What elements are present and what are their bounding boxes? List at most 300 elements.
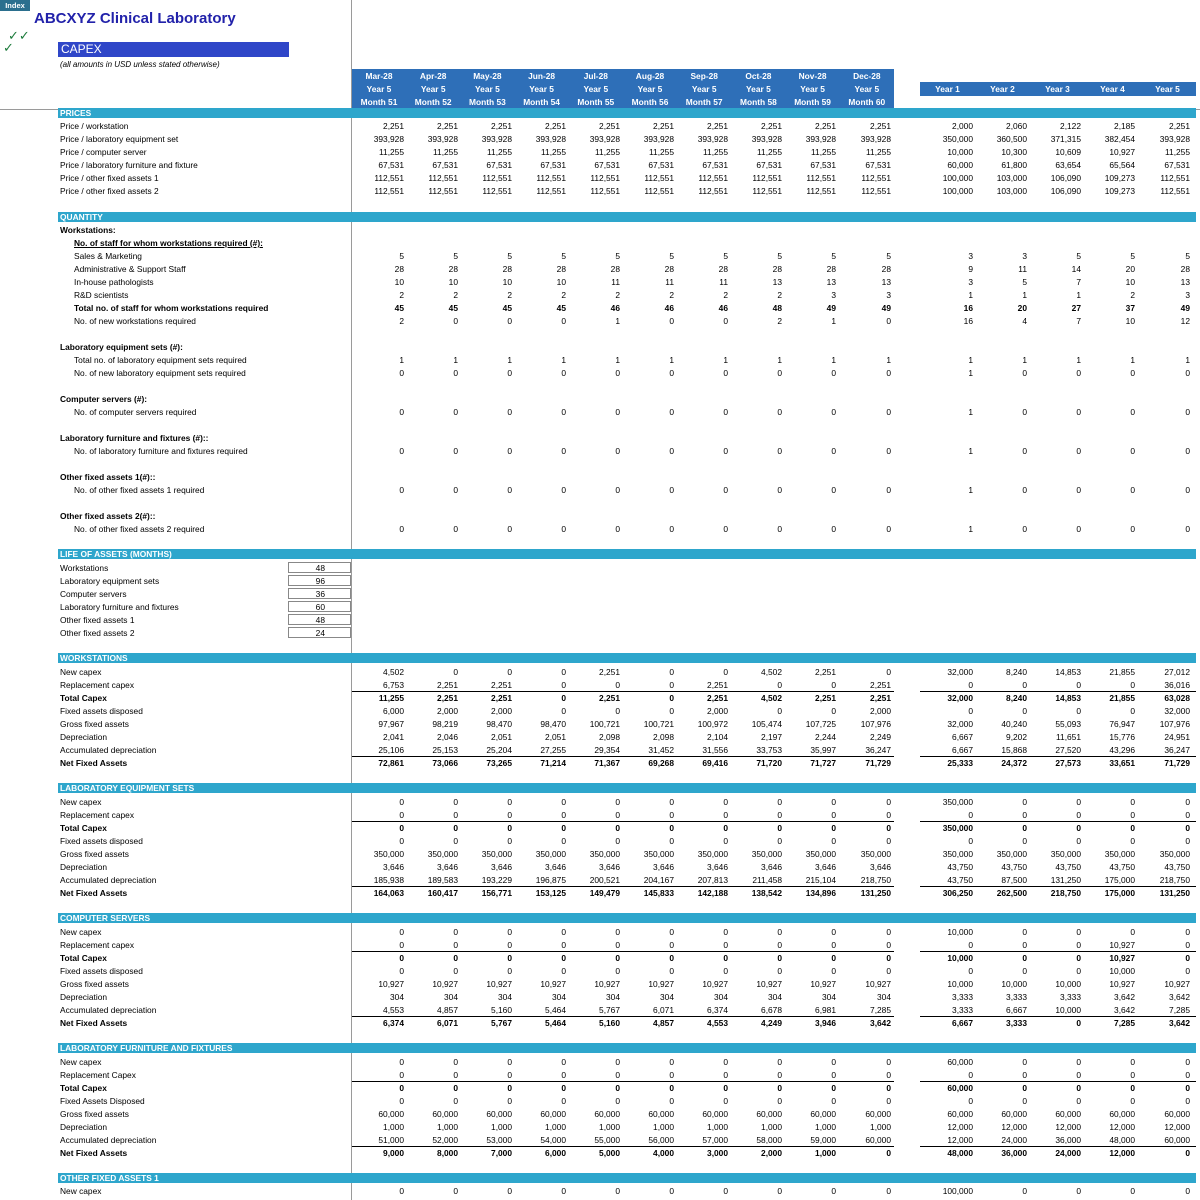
month-value-cell[interactable]: 60,000 bbox=[810, 1109, 836, 1119]
year-value-cell[interactable]: 0 bbox=[1022, 407, 1027, 417]
year-value-cell[interactable]: 87,500 bbox=[1001, 875, 1027, 885]
month-value-cell[interactable]: 5 bbox=[453, 251, 458, 261]
month-value-cell[interactable]: 11 bbox=[611, 277, 620, 287]
year-value-cell[interactable]: 0 bbox=[1076, 940, 1081, 950]
month-value-cell[interactable]: 69,416 bbox=[702, 758, 728, 768]
month-value-cell[interactable]: 0 bbox=[399, 836, 404, 846]
year-value-cell[interactable]: 0 bbox=[1076, 1070, 1081, 1080]
year-value-cell[interactable]: 0 bbox=[1185, 1186, 1190, 1196]
month-value-cell[interactable]: 4,000 bbox=[653, 1148, 674, 1158]
year-value-cell[interactable]: 36,000 bbox=[1001, 1148, 1027, 1158]
month-value-cell[interactable]: 0 bbox=[399, 446, 404, 456]
month-value-cell[interactable]: 5 bbox=[561, 251, 566, 261]
month-value-cell[interactable]: 0 bbox=[723, 797, 728, 807]
month-value-cell[interactable]: 0 bbox=[669, 953, 674, 963]
year-value-cell[interactable]: 10,000 bbox=[947, 147, 973, 157]
month-value-cell[interactable]: 7,000 bbox=[491, 1148, 512, 1158]
month-value-cell[interactable]: 204,167 bbox=[643, 875, 674, 885]
month-value-cell[interactable]: 10,927 bbox=[540, 979, 566, 989]
year-value-cell[interactable]: 9,202 bbox=[1006, 732, 1027, 742]
month-value-cell[interactable]: 0 bbox=[453, 966, 458, 976]
month-value-cell[interactable]: 0 bbox=[831, 823, 836, 833]
month-value-cell[interactable]: 71,729 bbox=[865, 758, 891, 768]
year-value-cell[interactable]: 1 bbox=[968, 485, 973, 495]
month-value-cell[interactable]: 112,551 bbox=[698, 173, 728, 183]
month-value-cell[interactable]: 0 bbox=[507, 485, 512, 495]
month-value-cell[interactable]: 3,642 bbox=[870, 1018, 891, 1028]
month-value-cell[interactable]: 164,063 bbox=[373, 888, 404, 898]
year-value-cell[interactable]: 40,240 bbox=[1001, 719, 1027, 729]
month-value-cell[interactable]: 3,646 bbox=[707, 862, 728, 872]
year-value-cell[interactable]: 0 bbox=[1022, 1186, 1027, 1196]
month-value-cell[interactable]: 4,857 bbox=[437, 1005, 458, 1015]
month-value-cell[interactable]: 10,927 bbox=[594, 979, 620, 989]
month-value-cell[interactable]: 215,104 bbox=[805, 875, 836, 885]
year-value-cell[interactable]: 0 bbox=[1076, 966, 1081, 976]
month-value-cell[interactable]: 49 bbox=[881, 303, 891, 313]
month-value-cell[interactable]: 350,000 bbox=[373, 849, 404, 859]
year-value-cell[interactable]: 27,520 bbox=[1055, 745, 1081, 755]
month-value-cell[interactable]: 0 bbox=[669, 836, 674, 846]
month-value-cell[interactable]: 28 bbox=[394, 264, 404, 274]
month-value-cell[interactable]: 0 bbox=[831, 706, 836, 716]
month-value-cell[interactable]: 0 bbox=[615, 797, 620, 807]
month-value-cell[interactable]: 112,551 bbox=[428, 173, 458, 183]
month-value-cell[interactable]: 304 bbox=[444, 992, 458, 1002]
month-value-cell[interactable]: 2 bbox=[669, 290, 674, 300]
year-value-cell[interactable]: 60,000 bbox=[1055, 1109, 1081, 1119]
month-value-cell[interactable]: 11,255 bbox=[866, 147, 891, 157]
month-value-cell[interactable]: 100,972 bbox=[697, 719, 728, 729]
month-value-cell[interactable]: 0 bbox=[453, 940, 458, 950]
year-value-cell[interactable]: 175,000 bbox=[1104, 875, 1135, 885]
month-value-cell[interactable]: 0 bbox=[453, 485, 458, 495]
year-value-cell[interactable]: 24,000 bbox=[1001, 1135, 1027, 1145]
month-value-cell[interactable]: 0 bbox=[777, 680, 782, 690]
month-value-cell[interactable]: 28 bbox=[772, 264, 782, 274]
month-value-cell[interactable]: 11,255 bbox=[703, 147, 728, 157]
month-value-cell[interactable]: 2,098 bbox=[653, 732, 674, 742]
year-value-cell[interactable]: 1 bbox=[1022, 355, 1027, 365]
year-value-cell[interactable]: 2,122 bbox=[1060, 121, 1081, 131]
year-value-cell[interactable]: 0 bbox=[1185, 524, 1190, 534]
year-value-cell[interactable]: 0 bbox=[1022, 966, 1027, 976]
month-value-cell[interactable]: 0 bbox=[777, 706, 782, 716]
year-value-cell[interactable]: 6,667 bbox=[952, 732, 973, 742]
year-value-cell[interactable]: 5 bbox=[1130, 251, 1135, 261]
month-value-cell[interactable]: 0 bbox=[453, 1083, 458, 1093]
month-value-cell[interactable]: 48 bbox=[772, 303, 782, 313]
month-value-cell[interactable]: 3,946 bbox=[815, 1018, 836, 1028]
month-value-cell[interactable]: 1 bbox=[831, 355, 836, 365]
month-value-cell[interactable]: 1,000 bbox=[383, 1122, 404, 1132]
month-value-cell[interactable]: 3,646 bbox=[491, 862, 512, 872]
month-value-cell[interactable]: 5 bbox=[669, 251, 674, 261]
month-value-cell[interactable]: 393,928 bbox=[481, 134, 512, 144]
year-value-cell[interactable]: 1 bbox=[1185, 355, 1190, 365]
year-value-cell[interactable]: 0 bbox=[1185, 407, 1190, 417]
month-value-cell[interactable]: 53,000 bbox=[486, 1135, 512, 1145]
year-value-cell[interactable]: 10,927 bbox=[1109, 940, 1135, 950]
month-value-cell[interactable]: 350,000 bbox=[751, 849, 782, 859]
month-value-cell[interactable]: 45 bbox=[394, 303, 404, 313]
year-value-cell[interactable]: 32,000 bbox=[947, 667, 973, 677]
year-value-cell[interactable]: 0 bbox=[1185, 1057, 1190, 1067]
month-value-cell[interactable]: 112,551 bbox=[806, 173, 836, 183]
year-value-cell[interactable]: 0 bbox=[1076, 706, 1081, 716]
month-value-cell[interactable]: 112,551 bbox=[482, 173, 512, 183]
asset-life-input[interactable]: 48 bbox=[288, 562, 351, 573]
month-value-cell[interactable]: 200,521 bbox=[589, 875, 620, 885]
month-value-cell[interactable]: 1 bbox=[777, 355, 782, 365]
month-value-cell[interactable]: 0 bbox=[723, 1186, 728, 1196]
month-value-cell[interactable]: 46 bbox=[664, 303, 674, 313]
year-value-cell[interactable]: 5 bbox=[1185, 251, 1190, 261]
month-value-cell[interactable]: 28 bbox=[610, 264, 620, 274]
month-value-cell[interactable]: 0 bbox=[723, 316, 728, 326]
month-value-cell[interactable]: 189,583 bbox=[427, 875, 458, 885]
month-value-cell[interactable]: 3,646 bbox=[653, 862, 674, 872]
month-value-cell[interactable]: 0 bbox=[615, 485, 620, 495]
month-value-cell[interactable]: 0 bbox=[723, 1070, 728, 1080]
year-value-cell[interactable]: 7 bbox=[1076, 316, 1081, 326]
month-value-cell[interactable]: 0 bbox=[777, 1070, 782, 1080]
year-value-cell[interactable]: 10,609 bbox=[1055, 147, 1081, 157]
month-value-cell[interactable]: 0 bbox=[886, 966, 891, 976]
month-value-cell[interactable]: 5,464 bbox=[545, 1005, 566, 1015]
month-value-cell[interactable]: 107,725 bbox=[805, 719, 836, 729]
month-value-cell[interactable]: 0 bbox=[777, 836, 782, 846]
month-value-cell[interactable]: 8,000 bbox=[437, 1148, 458, 1158]
month-value-cell[interactable]: 112,551 bbox=[752, 186, 782, 196]
year-value-cell[interactable]: 350,000 bbox=[996, 849, 1027, 859]
month-value-cell[interactable]: 2,251 bbox=[491, 121, 512, 131]
year-value-cell[interactable]: 10,000 bbox=[947, 979, 973, 989]
month-value-cell[interactable]: 0 bbox=[453, 836, 458, 846]
year-value-cell[interactable]: 100,000 bbox=[942, 173, 973, 183]
month-value-cell[interactable]: 33,753 bbox=[756, 745, 782, 755]
year-value-cell[interactable]: 106,090 bbox=[1050, 186, 1081, 196]
month-value-cell[interactable]: 2 bbox=[561, 290, 566, 300]
month-value-cell[interactable]: 5 bbox=[831, 251, 836, 261]
year-value-cell[interactable]: 12,000 bbox=[1001, 1122, 1027, 1132]
month-value-cell[interactable]: 71,367 bbox=[594, 758, 620, 768]
month-value-cell[interactable]: 0 bbox=[831, 446, 836, 456]
month-value-cell[interactable]: 9,000 bbox=[383, 1148, 404, 1158]
year-value-cell[interactable]: 0 bbox=[1076, 953, 1081, 963]
year-value-cell[interactable]: 43,750 bbox=[947, 862, 973, 872]
month-value-cell[interactable]: 0 bbox=[831, 966, 836, 976]
month-value-cell[interactable]: 67,531 bbox=[432, 160, 458, 170]
year-value-cell[interactable]: 103,000 bbox=[996, 173, 1027, 183]
month-value-cell[interactable]: 2,041 bbox=[383, 732, 404, 742]
year-value-cell[interactable]: 0 bbox=[1022, 446, 1027, 456]
year-value-cell[interactable]: 0 bbox=[1076, 1057, 1081, 1067]
year-value-cell[interactable]: 0 bbox=[1076, 407, 1081, 417]
month-value-cell[interactable]: 11,255 bbox=[541, 147, 566, 157]
month-value-cell[interactable]: 0 bbox=[561, 316, 566, 326]
month-value-cell[interactable]: 0 bbox=[777, 966, 782, 976]
month-value-cell[interactable]: 60,000 bbox=[486, 1109, 512, 1119]
month-value-cell[interactable]: 0 bbox=[723, 446, 728, 456]
month-value-cell[interactable]: 112,551 bbox=[536, 173, 566, 183]
year-value-cell[interactable]: 60,000 bbox=[1109, 1109, 1135, 1119]
month-value-cell[interactable]: 0 bbox=[669, 810, 674, 820]
month-value-cell[interactable]: 393,928 bbox=[373, 134, 404, 144]
month-value-cell[interactable]: 10 bbox=[502, 277, 512, 287]
month-value-cell[interactable]: 112,551 bbox=[374, 186, 404, 196]
month-value-cell[interactable]: 31,556 bbox=[702, 745, 728, 755]
year-value-cell[interactable]: 0 bbox=[1130, 810, 1135, 820]
month-value-cell[interactable]: 0 bbox=[669, 446, 674, 456]
month-value-cell[interactable]: 67,531 bbox=[540, 160, 566, 170]
month-value-cell[interactable]: 0 bbox=[831, 485, 836, 495]
month-value-cell[interactable]: 0 bbox=[561, 1070, 566, 1080]
year-value-cell[interactable]: 0 bbox=[1022, 953, 1027, 963]
month-value-cell[interactable]: 2,251 bbox=[870, 680, 891, 690]
index-button[interactable]: Index bbox=[0, 0, 30, 11]
month-value-cell[interactable]: 60,000 bbox=[865, 1135, 891, 1145]
year-value-cell[interactable]: 350,000 bbox=[942, 134, 973, 144]
month-value-cell[interactable]: 100,721 bbox=[589, 719, 620, 729]
year-value-cell[interactable]: 0 bbox=[1022, 1057, 1027, 1067]
month-value-cell[interactable]: 10,927 bbox=[486, 979, 512, 989]
month-value-cell[interactable]: 0 bbox=[453, 1057, 458, 1067]
year-value-cell[interactable]: 0 bbox=[1076, 680, 1081, 690]
year-value-cell[interactable]: 63,028 bbox=[1164, 693, 1190, 703]
month-value-cell[interactable]: 0 bbox=[886, 446, 891, 456]
month-value-cell[interactable]: 0 bbox=[831, 680, 836, 690]
month-value-cell[interactable]: 11,255 bbox=[811, 147, 836, 157]
month-value-cell[interactable]: 0 bbox=[777, 485, 782, 495]
month-value-cell[interactable]: 0 bbox=[886, 407, 891, 417]
year-value-cell[interactable]: 0 bbox=[1076, 446, 1081, 456]
month-value-cell[interactable]: 0 bbox=[453, 446, 458, 456]
month-value-cell[interactable]: 1 bbox=[723, 355, 728, 365]
year-value-cell[interactable]: 0 bbox=[968, 1096, 973, 1106]
year-value-cell[interactable]: 1 bbox=[1076, 290, 1081, 300]
month-value-cell[interactable]: 0 bbox=[399, 966, 404, 976]
year-value-cell[interactable]: 11,651 bbox=[1056, 732, 1081, 742]
month-value-cell[interactable]: 0 bbox=[615, 680, 620, 690]
month-value-cell[interactable]: 304 bbox=[606, 992, 620, 1002]
year-value-cell[interactable]: 3,333 bbox=[952, 992, 973, 1002]
year-value-cell[interactable]: 0 bbox=[968, 836, 973, 846]
year-value-cell[interactable]: 67,531 bbox=[1164, 160, 1190, 170]
month-value-cell[interactable]: 0 bbox=[453, 1186, 458, 1196]
year-value-cell[interactable]: 32,000 bbox=[947, 693, 973, 703]
month-value-cell[interactable]: 2,046 bbox=[437, 732, 458, 742]
month-value-cell[interactable]: 5,464 bbox=[545, 1018, 566, 1028]
month-value-cell[interactable]: 0 bbox=[615, 706, 620, 716]
month-value-cell[interactable]: 0 bbox=[507, 810, 512, 820]
month-value-cell[interactable]: 31,452 bbox=[648, 745, 674, 755]
month-value-cell[interactable]: 0 bbox=[453, 407, 458, 417]
month-value-cell[interactable]: 1 bbox=[669, 355, 674, 365]
year-value-cell[interactable]: 3,642 bbox=[1114, 1005, 1135, 1015]
month-value-cell[interactable]: 0 bbox=[831, 524, 836, 534]
month-value-cell[interactable]: 2 bbox=[453, 290, 458, 300]
month-value-cell[interactable]: 3,646 bbox=[545, 862, 566, 872]
year-value-cell[interactable]: 10,000 bbox=[947, 927, 973, 937]
month-value-cell[interactable]: 304 bbox=[660, 992, 674, 1002]
year-value-cell[interactable]: 0 bbox=[1022, 1070, 1027, 1080]
year-value-cell[interactable]: 21,855 bbox=[1109, 693, 1135, 703]
month-value-cell[interactable]: 0 bbox=[561, 680, 566, 690]
year-value-cell[interactable]: 350,000 bbox=[1050, 849, 1081, 859]
month-value-cell[interactable]: 35,997 bbox=[810, 745, 836, 755]
month-value-cell[interactable]: 2,244 bbox=[815, 732, 836, 742]
year-value-cell[interactable]: 10,927 bbox=[1109, 979, 1135, 989]
year-value-cell[interactable]: 0 bbox=[1185, 1096, 1190, 1106]
year-value-cell[interactable]: 5 bbox=[1076, 251, 1081, 261]
year-value-cell[interactable]: 16 bbox=[963, 316, 973, 326]
year-value-cell[interactable]: 28 bbox=[1180, 264, 1190, 274]
year-value-cell[interactable]: 65,564 bbox=[1109, 160, 1135, 170]
month-value-cell[interactable]: 0 bbox=[669, 823, 674, 833]
month-value-cell[interactable]: 0 bbox=[561, 706, 566, 716]
month-value-cell[interactable]: 0 bbox=[723, 524, 728, 534]
month-value-cell[interactable]: 0 bbox=[669, 797, 674, 807]
year-value-cell[interactable]: 0 bbox=[1130, 706, 1135, 716]
month-value-cell[interactable]: 0 bbox=[886, 1186, 891, 1196]
year-value-cell[interactable]: 1 bbox=[1022, 290, 1027, 300]
month-value-cell[interactable]: 5 bbox=[615, 251, 620, 261]
year-value-cell[interactable]: 218,750 bbox=[1050, 888, 1081, 898]
month-value-cell[interactable]: 6,071 bbox=[653, 1005, 674, 1015]
month-value-cell[interactable]: 10,927 bbox=[432, 979, 458, 989]
month-value-cell[interactable]: 112,551 bbox=[752, 173, 782, 183]
month-value-cell[interactable]: 0 bbox=[831, 368, 836, 378]
month-value-cell[interactable]: 2 bbox=[777, 316, 782, 326]
year-value-cell[interactable]: 0 bbox=[1076, 1083, 1081, 1093]
year-value-cell[interactable]: 32,000 bbox=[947, 719, 973, 729]
month-value-cell[interactable]: 0 bbox=[399, 1096, 404, 1106]
year-value-cell[interactable]: 0 bbox=[1022, 927, 1027, 937]
month-value-cell[interactable]: 2 bbox=[723, 290, 728, 300]
month-value-cell[interactable]: 1 bbox=[615, 355, 620, 365]
year-value-cell[interactable]: 1 bbox=[1076, 355, 1081, 365]
month-value-cell[interactable]: 0 bbox=[507, 407, 512, 417]
month-value-cell[interactable]: 0 bbox=[453, 823, 458, 833]
month-value-cell[interactable]: 1,000 bbox=[815, 1148, 836, 1158]
month-value-cell[interactable]: 60,000 bbox=[540, 1109, 566, 1119]
year-value-cell[interactable]: 60,000 bbox=[947, 160, 973, 170]
month-value-cell[interactable]: 112,551 bbox=[536, 186, 566, 196]
month-value-cell[interactable]: 2 bbox=[399, 290, 404, 300]
month-value-cell[interactable]: 142,188 bbox=[697, 888, 728, 898]
month-value-cell[interactable]: 6,000 bbox=[383, 706, 404, 716]
month-value-cell[interactable]: 112,551 bbox=[428, 186, 458, 196]
year-value-cell[interactable]: 60,000 bbox=[947, 1109, 973, 1119]
year-value-cell[interactable]: 33,651 bbox=[1109, 758, 1135, 768]
year-value-cell[interactable]: 0 bbox=[1022, 1083, 1027, 1093]
year-value-cell[interactable]: 0 bbox=[1130, 1070, 1135, 1080]
year-value-cell[interactable]: 48,000 bbox=[1109, 1135, 1135, 1145]
year-value-cell[interactable]: 306,250 bbox=[942, 888, 973, 898]
year-value-cell[interactable]: 12,000 bbox=[947, 1135, 973, 1145]
month-value-cell[interactable]: 0 bbox=[886, 1083, 891, 1093]
month-value-cell[interactable]: 0 bbox=[777, 940, 782, 950]
month-value-cell[interactable]: 67,531 bbox=[702, 160, 728, 170]
month-value-cell[interactable]: 67,531 bbox=[810, 160, 836, 170]
year-value-cell[interactable]: 43,750 bbox=[1109, 862, 1135, 872]
month-value-cell[interactable]: 0 bbox=[453, 667, 458, 677]
month-value-cell[interactable]: 0 bbox=[561, 1186, 566, 1196]
month-value-cell[interactable]: 0 bbox=[777, 524, 782, 534]
month-value-cell[interactable]: 2,251 bbox=[815, 693, 836, 703]
year-value-cell[interactable]: 0 bbox=[1130, 1057, 1135, 1067]
year-value-cell[interactable]: 12,000 bbox=[1109, 1122, 1135, 1132]
year-value-cell[interactable]: 0 bbox=[1076, 1186, 1081, 1196]
month-value-cell[interactable]: 350,000 bbox=[481, 849, 512, 859]
month-value-cell[interactable]: 350,000 bbox=[589, 849, 620, 859]
year-value-cell[interactable]: 0 bbox=[1022, 940, 1027, 950]
year-value-cell[interactable]: 109,273 bbox=[1104, 186, 1135, 196]
month-value-cell[interactable]: 0 bbox=[723, 1057, 728, 1067]
month-value-cell[interactable]: 2,251 bbox=[815, 121, 836, 131]
month-value-cell[interactable]: 2,251 bbox=[599, 667, 620, 677]
month-value-cell[interactable]: 0 bbox=[561, 940, 566, 950]
month-value-cell[interactable]: 0 bbox=[669, 693, 674, 703]
month-value-cell[interactable]: 0 bbox=[561, 1083, 566, 1093]
month-value-cell[interactable]: 0 bbox=[886, 368, 891, 378]
year-value-cell[interactable]: 0 bbox=[1076, 836, 1081, 846]
year-value-cell[interactable]: 262,500 bbox=[996, 888, 1027, 898]
month-value-cell[interactable]: 73,265 bbox=[486, 758, 512, 768]
month-value-cell[interactable]: 2,000 bbox=[870, 706, 891, 716]
month-value-cell[interactable]: 0 bbox=[723, 940, 728, 950]
month-value-cell[interactable]: 0 bbox=[561, 667, 566, 677]
year-value-cell[interactable]: 0 bbox=[1185, 446, 1190, 456]
year-value-cell[interactable]: 0 bbox=[1130, 368, 1135, 378]
month-value-cell[interactable]: 5 bbox=[777, 251, 782, 261]
year-value-cell[interactable]: 100,000 bbox=[942, 186, 973, 196]
year-value-cell[interactable]: 0 bbox=[1130, 485, 1135, 495]
month-value-cell[interactable]: 46 bbox=[718, 303, 728, 313]
month-value-cell[interactable]: 4,502 bbox=[761, 693, 782, 703]
year-value-cell[interactable]: 0 bbox=[1130, 927, 1135, 937]
year-value-cell[interactable]: 0 bbox=[1130, 836, 1135, 846]
year-value-cell[interactable]: 0 bbox=[1022, 797, 1027, 807]
month-value-cell[interactable]: 0 bbox=[453, 810, 458, 820]
month-value-cell[interactable]: 193,229 bbox=[481, 875, 512, 885]
year-value-cell[interactable]: 60,000 bbox=[947, 1057, 973, 1067]
year-value-cell[interactable]: 6,667 bbox=[1006, 1005, 1027, 1015]
year-value-cell[interactable]: 60,000 bbox=[947, 1083, 973, 1093]
year-value-cell[interactable]: 360,500 bbox=[996, 134, 1027, 144]
month-value-cell[interactable]: 5,767 bbox=[599, 1005, 620, 1015]
year-value-cell[interactable]: 0 bbox=[1022, 368, 1027, 378]
year-value-cell[interactable]: 49 bbox=[1180, 303, 1190, 313]
year-value-cell[interactable]: 2,000 bbox=[952, 121, 973, 131]
year-value-cell[interactable]: 21,855 bbox=[1109, 667, 1135, 677]
month-value-cell[interactable]: 0 bbox=[723, 810, 728, 820]
month-value-cell[interactable]: 149,479 bbox=[589, 888, 620, 898]
month-value-cell[interactable]: 0 bbox=[831, 797, 836, 807]
month-value-cell[interactable]: 0 bbox=[453, 927, 458, 937]
month-value-cell[interactable]: 71,720 bbox=[756, 758, 782, 768]
year-value-cell[interactable]: 12,000 bbox=[1109, 1148, 1135, 1158]
month-value-cell[interactable]: 4,857 bbox=[653, 1018, 674, 1028]
year-value-cell[interactable]: 5 bbox=[1022, 277, 1027, 287]
month-value-cell[interactable]: 5,160 bbox=[599, 1018, 620, 1028]
month-value-cell[interactable]: 0 bbox=[399, 927, 404, 937]
month-value-cell[interactable]: 393,928 bbox=[860, 134, 891, 144]
month-value-cell[interactable]: 0 bbox=[615, 927, 620, 937]
year-value-cell[interactable]: 0 bbox=[1076, 810, 1081, 820]
month-value-cell[interactable]: 112,551 bbox=[806, 186, 836, 196]
